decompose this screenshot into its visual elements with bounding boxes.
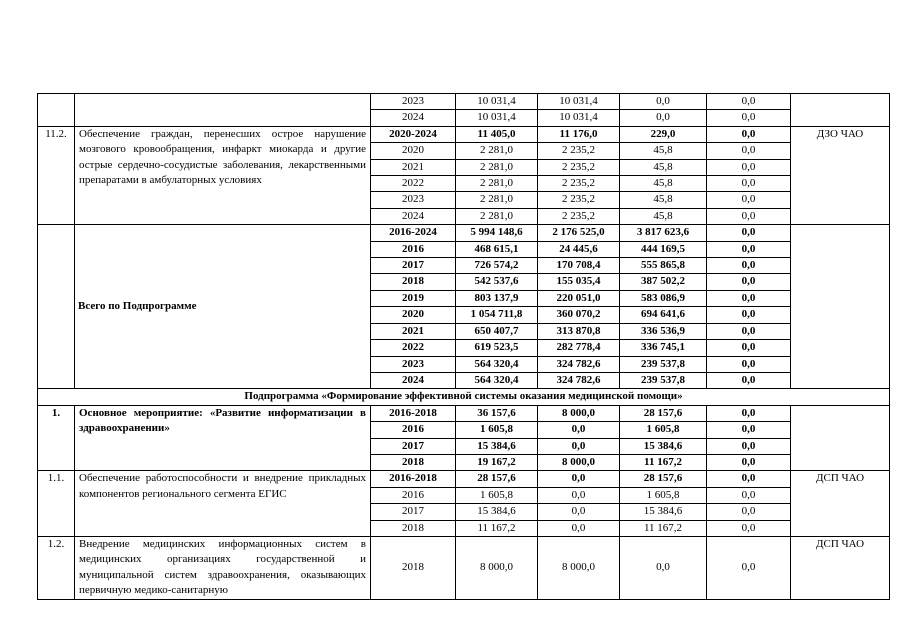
total-cell: 2 281,0 [456, 192, 538, 208]
okrug-budget-cell: 0,0 [538, 504, 620, 520]
okrug-budget-cell: 360 070,2 [538, 307, 620, 323]
year-cell: 2018 [371, 454, 456, 470]
federal-budget-cell: 583 086,9 [620, 290, 707, 306]
other-sources-cell: 0,0 [707, 504, 791, 520]
okrug-budget-cell: 0,0 [538, 520, 620, 536]
okrug-budget-cell: 8 000,0 [538, 454, 620, 470]
year-cell: 2018 [371, 520, 456, 536]
okrug-budget-cell: 10 031,4 [538, 110, 620, 126]
total-cell: 5 994 148,6 [456, 225, 538, 241]
federal-budget-cell: 3 817 623,6 [620, 225, 707, 241]
total-cell: 564 320,4 [456, 356, 538, 372]
other-sources-cell: 0,0 [707, 274, 791, 290]
total-cell: 28 157,6 [456, 471, 538, 487]
item-description: Обеспечение работоспособности и внедрение прикладных компонентов регионального сегмента ЕГИС [75, 471, 371, 537]
federal-budget-cell: 15 384,6 [620, 438, 707, 454]
total-cell: 2 281,0 [456, 143, 538, 159]
other-sources-cell: 0,0 [707, 290, 791, 306]
other-sources-cell: 0,0 [707, 258, 791, 274]
federal-budget-cell: 0,0 [620, 536, 707, 599]
federal-budget-cell: 239 537,8 [620, 356, 707, 372]
other-sources-cell: 0,0 [707, 225, 791, 241]
year-cell: 2020-2024 [371, 126, 456, 142]
other-sources-cell: 0,0 [707, 94, 791, 110]
total-cell: 1 605,8 [456, 422, 538, 438]
item-description: Основное мероприятие: «Развитие информатизации в здравоохранении» [75, 405, 371, 471]
okrug-budget-cell: 220 051,0 [538, 290, 620, 306]
year-cell: 2024 [371, 208, 456, 224]
federal-budget-cell: 1 605,8 [620, 422, 707, 438]
federal-budget-cell: 0,0 [620, 94, 707, 110]
subprogram-title: Подпрограмма «Формирование эффективной системы оказания медицинской помощи» [38, 389, 890, 405]
federal-budget-cell: 1 605,8 [620, 487, 707, 503]
other-sources-cell: 0,0 [707, 110, 791, 126]
okrug-budget-cell: 2 235,2 [538, 176, 620, 192]
other-sources-cell: 0,0 [707, 307, 791, 323]
year-cell: 2016-2024 [371, 225, 456, 241]
federal-budget-cell: 694 641,6 [620, 307, 707, 323]
okrug-budget-cell: 155 035,4 [538, 274, 620, 290]
okrug-budget-cell: 2 235,2 [538, 192, 620, 208]
total-cell: 726 574,2 [456, 258, 538, 274]
okrug-budget-cell: 0,0 [538, 487, 620, 503]
other-sources-cell: 0,0 [707, 176, 791, 192]
executor-cell: ДЗО ЧАО [791, 126, 890, 224]
other-sources-cell: 0,0 [707, 340, 791, 356]
okrug-budget-cell: 8 000,0 [538, 405, 620, 421]
year-cell: 2020 [371, 307, 456, 323]
budget-table [37, 93, 890, 600]
okrug-budget-cell: 324 782,6 [538, 356, 620, 372]
total-cell: 619 523,5 [456, 340, 538, 356]
okrug-budget-cell: 11 176,0 [538, 126, 620, 142]
total-cell: 8 000,0 [456, 536, 538, 599]
total-cell: 11 167,2 [456, 520, 538, 536]
year-cell: 2018 [371, 536, 456, 599]
year-cell: 2016-2018 [371, 471, 456, 487]
okrug-budget-cell: 2 176 525,0 [538, 225, 620, 241]
okrug-budget-cell: 324 782,6 [538, 372, 620, 388]
other-sources-cell: 0,0 [707, 471, 791, 487]
total-cell: 36 157,6 [456, 405, 538, 421]
other-sources-cell: 0,0 [707, 159, 791, 175]
item-number: 1.1. [38, 471, 75, 537]
federal-budget-cell: 555 865,8 [620, 258, 707, 274]
federal-budget-cell: 45,8 [620, 143, 707, 159]
item-number: 1. [38, 405, 75, 471]
other-sources-cell: 0,0 [707, 372, 791, 388]
other-sources-cell: 0,0 [707, 536, 791, 599]
okrug-budget-cell: 10 031,4 [538, 94, 620, 110]
year-cell: 2017 [371, 438, 456, 454]
other-sources-cell: 0,0 [707, 126, 791, 142]
total-cell: 542 537,6 [456, 274, 538, 290]
other-sources-cell: 0,0 [707, 208, 791, 224]
other-sources-cell: 0,0 [707, 192, 791, 208]
item-number [38, 94, 75, 127]
total-cell: 564 320,4 [456, 372, 538, 388]
year-cell: 2016-2018 [371, 405, 456, 421]
year-cell: 2018 [371, 274, 456, 290]
other-sources-cell: 0,0 [707, 241, 791, 257]
other-sources-cell: 0,0 [707, 520, 791, 536]
other-sources-cell: 0,0 [707, 323, 791, 339]
year-cell: 2021 [371, 159, 456, 175]
federal-budget-cell: 239 537,8 [620, 372, 707, 388]
okrug-budget-cell: 2 235,2 [538, 159, 620, 175]
item-description [75, 94, 371, 127]
table-row [38, 126, 890, 142]
year-cell: 2023 [371, 192, 456, 208]
item-number: 11.2. [38, 126, 75, 224]
table-row [38, 225, 890, 241]
other-sources-cell: 0,0 [707, 487, 791, 503]
other-sources-cell: 0,0 [707, 405, 791, 421]
okrug-budget-cell: 0,0 [538, 471, 620, 487]
year-cell: 2024 [371, 372, 456, 388]
year-cell: 2022 [371, 340, 456, 356]
year-cell: 2016 [371, 487, 456, 503]
year-cell: 2022 [371, 176, 456, 192]
year-cell: 2021 [371, 323, 456, 339]
federal-budget-cell: 11 167,2 [620, 520, 707, 536]
federal-budget-cell: 229,0 [620, 126, 707, 142]
okrug-budget-cell: 2 235,2 [538, 208, 620, 224]
okrug-budget-cell: 313 870,8 [538, 323, 620, 339]
executor-cell: ДСП ЧАО [791, 536, 890, 599]
okrug-budget-cell: 0,0 [538, 422, 620, 438]
federal-budget-cell: 45,8 [620, 159, 707, 175]
total-cell: 15 384,6 [456, 504, 538, 520]
okrug-budget-cell: 282 778,4 [538, 340, 620, 356]
item-description: Обеспечение граждан, перенесших острое нарушение мозгового кровообращения, инфаркт миокарда и другие острые сердечно-сосудистые заболевания, лекарственными препаратами в амбулаторных условиях [75, 126, 371, 224]
total-cell: 2 281,0 [456, 159, 538, 175]
document-page [37, 93, 889, 600]
table-row [38, 94, 890, 110]
other-sources-cell: 0,0 [707, 143, 791, 159]
federal-budget-cell: 28 157,6 [620, 405, 707, 421]
total-cell: 15 384,6 [456, 438, 538, 454]
year-cell: 2023 [371, 94, 456, 110]
year-cell: 2024 [371, 110, 456, 126]
okrug-budget-cell: 2 235,2 [538, 143, 620, 159]
total-cell: 10 031,4 [456, 94, 538, 110]
item-description: Всего по Подпрограмме [75, 225, 371, 389]
other-sources-cell: 0,0 [707, 438, 791, 454]
year-cell: 2020 [371, 143, 456, 159]
federal-budget-cell: 387 502,2 [620, 274, 707, 290]
year-cell: 2017 [371, 258, 456, 274]
total-cell: 2 281,0 [456, 208, 538, 224]
federal-budget-cell: 45,8 [620, 208, 707, 224]
executor-cell: ДСП ЧАО [791, 471, 890, 537]
total-cell: 10 031,4 [456, 110, 538, 126]
federal-budget-cell: 15 384,6 [620, 504, 707, 520]
total-cell: 650 407,7 [456, 323, 538, 339]
other-sources-cell: 0,0 [707, 422, 791, 438]
federal-budget-cell: 11 167,2 [620, 454, 707, 470]
year-cell: 2023 [371, 356, 456, 372]
item-number [38, 225, 75, 389]
table-row [38, 471, 890, 487]
okrug-budget-cell: 8 000,0 [538, 536, 620, 599]
total-cell: 11 405,0 [456, 126, 538, 142]
item-number: 1.2. [38, 536, 75, 599]
federal-budget-cell: 336 536,9 [620, 323, 707, 339]
total-cell: 803 137,9 [456, 290, 538, 306]
table-row [38, 536, 890, 599]
year-cell: 2016 [371, 241, 456, 257]
year-cell: 2017 [371, 504, 456, 520]
federal-budget-cell: 45,8 [620, 176, 707, 192]
table-row [38, 405, 890, 421]
federal-budget-cell: 336 745,1 [620, 340, 707, 356]
total-cell: 468 615,1 [456, 241, 538, 257]
total-cell: 2 281,0 [456, 176, 538, 192]
total-cell: 1 605,8 [456, 487, 538, 503]
year-cell: 2016 [371, 422, 456, 438]
federal-budget-cell: 0,0 [620, 110, 707, 126]
federal-budget-cell: 45,8 [620, 192, 707, 208]
executor-cell [791, 225, 890, 389]
item-description: Внедрение медицинских информационных систем в медицинских организациях государственной и муниципальной систем здравоохранения, оказывающих первичную медико-санитарную [75, 536, 371, 599]
federal-budget-cell: 444 169,5 [620, 241, 707, 257]
okrug-budget-cell: 0,0 [538, 438, 620, 454]
other-sources-cell: 0,0 [707, 356, 791, 372]
year-cell: 2019 [371, 290, 456, 306]
total-cell: 19 167,2 [456, 454, 538, 470]
total-cell: 1 054 711,8 [456, 307, 538, 323]
okrug-budget-cell: 170 708,4 [538, 258, 620, 274]
other-sources-cell: 0,0 [707, 454, 791, 470]
section-header-row [38, 389, 890, 405]
federal-budget-cell: 28 157,6 [620, 471, 707, 487]
executor-cell [791, 94, 890, 127]
okrug-budget-cell: 24 445,6 [538, 241, 620, 257]
executor-cell [791, 405, 890, 471]
